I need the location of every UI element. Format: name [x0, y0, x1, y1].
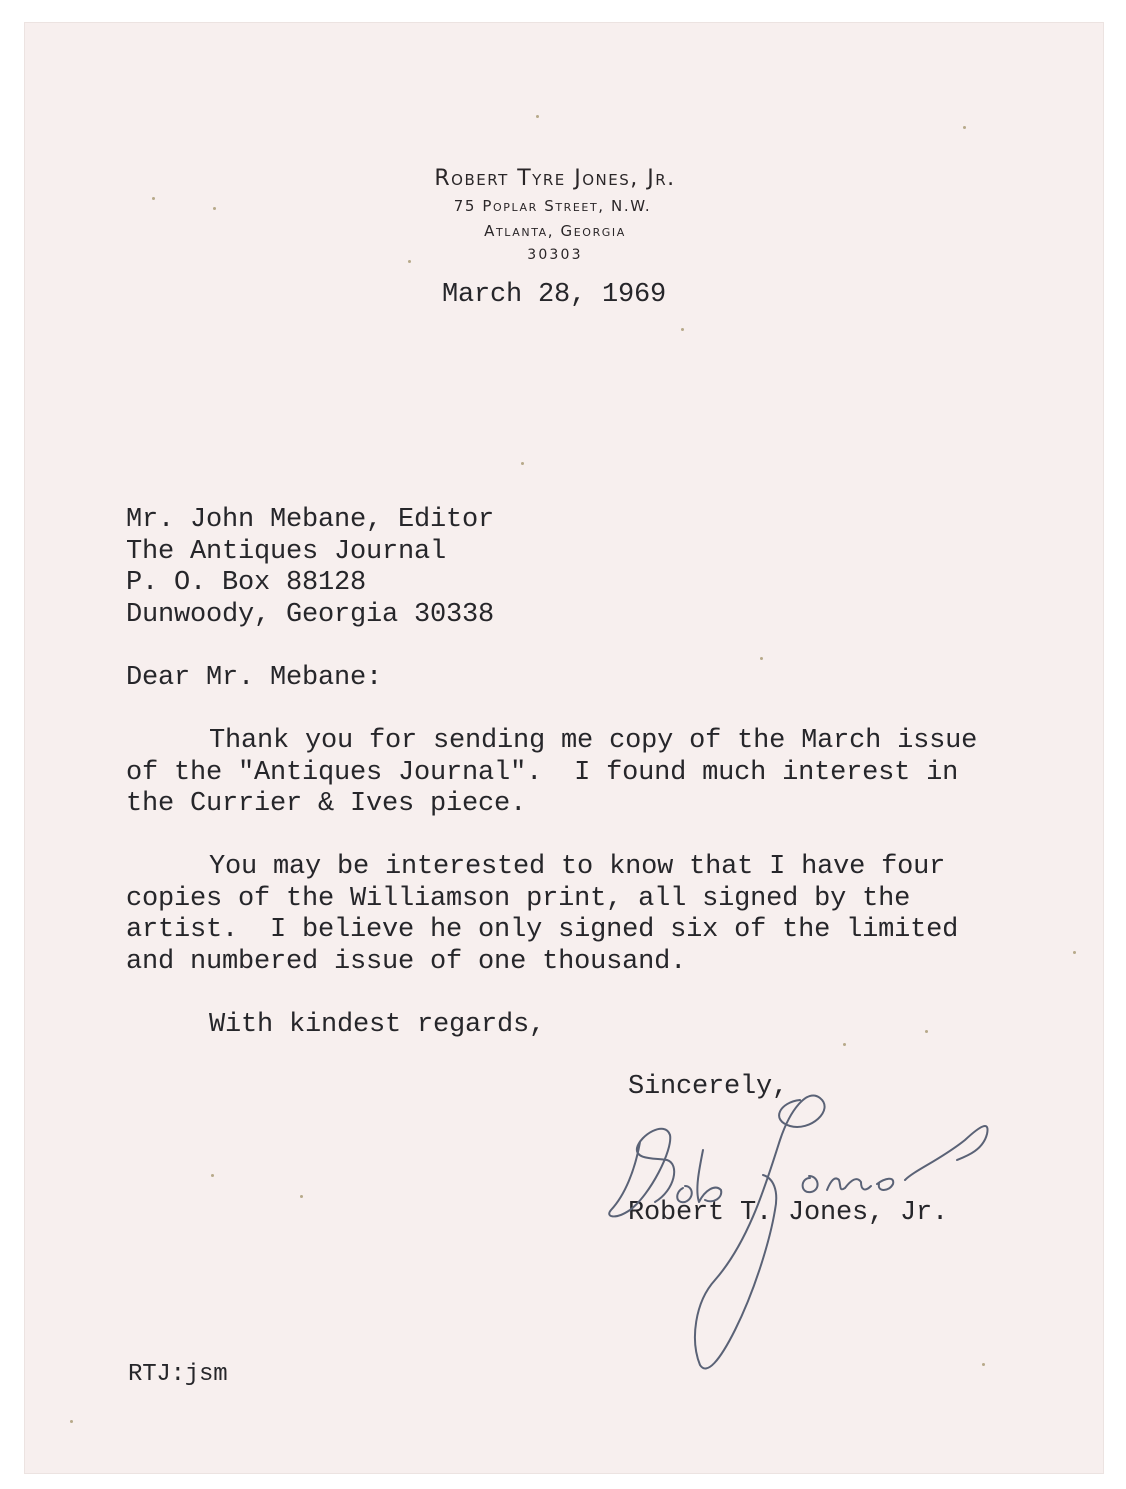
- recipient-address: [126, 505, 494, 631]
- sign-off: Sincerely,: [628, 1072, 789, 1102]
- recipient-line: Mr. John Mebane, Editor: [126, 505, 495, 535]
- paper-speck: [982, 1363, 985, 1366]
- letterhead-zip: 30303: [527, 247, 583, 263]
- body-line: copies of the Williamson print, all signed by the: [126, 883, 911, 914]
- letterhead-name: Robert Tyre Jones, Jr.: [434, 166, 676, 191]
- typed-signer-name: Robert T. Jones, Jr.: [628, 1198, 949, 1228]
- letter-date: March 28, 1969: [442, 280, 667, 310]
- body-line: the Currier & Ives piece.: [126, 789, 527, 819]
- body-line: Thank you for sending me copy of the March issue: [209, 726, 978, 756]
- paper-speck: [213, 207, 216, 210]
- body-paragraph-1: [126, 726, 977, 821]
- paper-speck: [408, 260, 411, 263]
- paper-speck: [521, 462, 524, 465]
- handwritten-signature: [595, 1080, 1005, 1380]
- paper-speck: [211, 1174, 214, 1177]
- paper-speck: [760, 657, 763, 660]
- paper-speck: [925, 1030, 928, 1033]
- paper-speck: [1073, 951, 1076, 954]
- letterhead-city: Atlanta, Georgia: [484, 222, 626, 240]
- letterhead-street: 75 Poplar Street, N.W.: [453, 197, 652, 215]
- paper-speck: [536, 115, 539, 118]
- paper-speck: [300, 1195, 303, 1198]
- paper-speck: [70, 1420, 73, 1423]
- salutation: Dear Mr. Mebane:: [126, 663, 383, 693]
- recipient-line: The Antiques Journal: [126, 536, 447, 567]
- recipient-line: Dunwoody, Georgia 30338: [126, 599, 495, 630]
- body-line: and numbered issue of one thousand.: [126, 946, 687, 977]
- paper-speck: [843, 1043, 846, 1046]
- body-line: artist. I believe he only signed six of the limited: [126, 915, 959, 945]
- reference-initials: RTJ:jsm: [128, 1361, 228, 1388]
- recipient-line: P. O. Box 88128: [126, 568, 367, 598]
- closing-line: With kindest regards,: [209, 1010, 546, 1040]
- paper-speck: [963, 126, 966, 129]
- body-paragraph-2: [126, 852, 958, 978]
- body-line: You may be interested to know that I have four: [209, 852, 946, 882]
- paper-speck: [681, 328, 684, 331]
- paper-speck: [152, 197, 155, 200]
- body-line: of the "Antiques Journal". I found much interest in: [126, 757, 959, 788]
